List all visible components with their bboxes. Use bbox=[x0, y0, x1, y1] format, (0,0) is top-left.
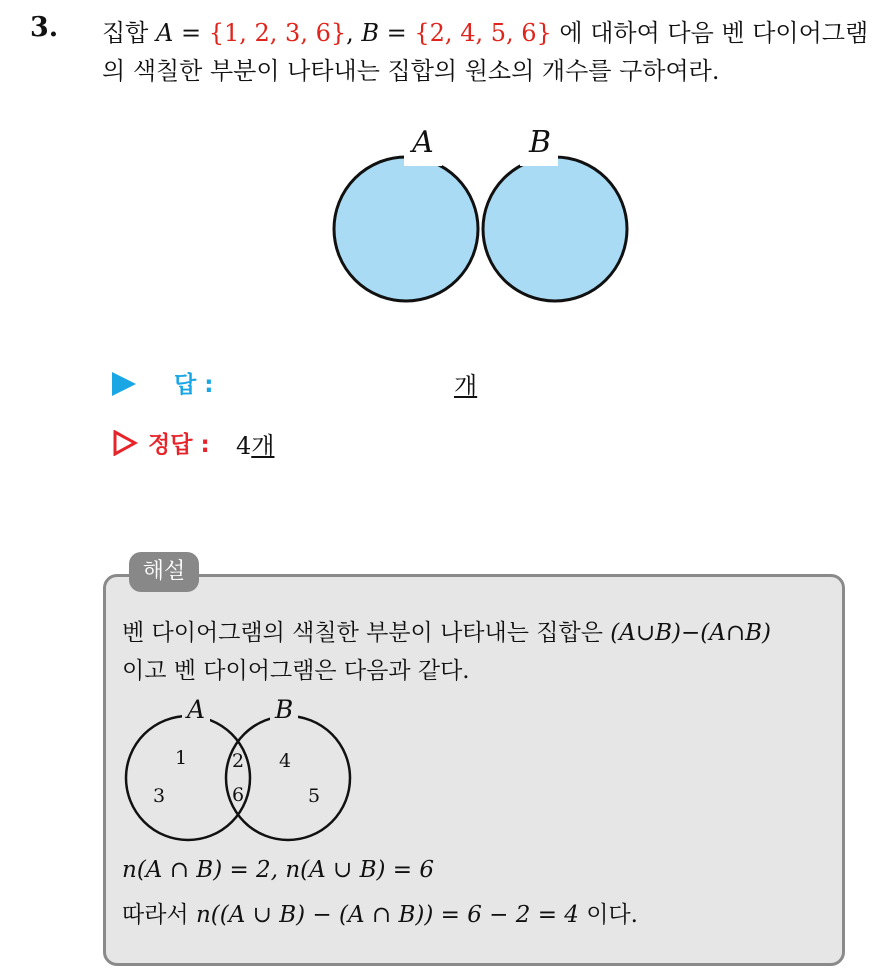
explanation-line-1-math: (A∪B)−(A∩B) bbox=[610, 620, 771, 646]
correct-answer-unit: 개 bbox=[251, 432, 275, 460]
explanation-line-1-text: 벤 다이어그램의 색칠한 부분이 나타내는 집합은 bbox=[122, 620, 611, 646]
explanation-line-1 bbox=[122, 614, 771, 647]
element-only-b: 4 bbox=[278, 750, 292, 772]
exp-label-b: B bbox=[274, 695, 294, 724]
question-text bbox=[102, 14, 872, 90]
question-suffix: 에 대하여 다음 벤 다이어그램의 색칠한 부분이 나타내는 집합의 원소의 개수를 구하여라. bbox=[102, 19, 869, 85]
question-prefix: 집합 bbox=[102, 19, 156, 47]
equals-sign: = bbox=[173, 19, 209, 47]
exp-circle-b bbox=[226, 716, 350, 840]
element-only-a: 1 bbox=[174, 747, 188, 769]
explanation-line-4-text: 따라서 bbox=[122, 902, 196, 928]
element-only-a: 3 bbox=[152, 785, 166, 807]
equals-sign-b: = bbox=[379, 19, 415, 47]
set-b-elements: {2, 4, 5, 6} bbox=[414, 19, 552, 47]
set-b-name: B bbox=[361, 19, 380, 47]
question-number: 3. bbox=[30, 12, 59, 43]
exp-circle-a bbox=[126, 716, 250, 840]
label-b: B bbox=[528, 125, 552, 160]
explanation-tab: 해설 bbox=[129, 552, 199, 592]
explanation-line-4-end: 이다. bbox=[578, 902, 638, 928]
element-only-b: 5 bbox=[307, 785, 321, 807]
set-a-name: A bbox=[156, 19, 174, 47]
venn-diagram-shaded bbox=[330, 112, 632, 324]
correct-answer-label: 정답 : bbox=[148, 432, 210, 458]
element-both: 6 bbox=[231, 784, 245, 806]
set-a-elements: {1, 2, 3, 6} bbox=[208, 19, 347, 47]
explanation-line-2: 이고 벤 다이어그램은 다음과 같다. bbox=[122, 658, 470, 684]
explanation-line-4 bbox=[122, 896, 638, 929]
explanation-line-4-math: n((A ∪ B) − (A ∩ B)) = 6 − 2 = 4 bbox=[195, 902, 579, 928]
outline-triangle-icon bbox=[112, 430, 138, 456]
venn-diagram-elements bbox=[120, 694, 356, 850]
label-a: A bbox=[412, 125, 434, 160]
correct-answer-value: 4 bbox=[236, 432, 252, 460]
answer-unit: 개 bbox=[454, 372, 478, 400]
explanation-line-3: n(A ∩ B) = 2, n(A ∪ B) = 6 bbox=[122, 857, 435, 883]
play-triangle-icon bbox=[112, 372, 136, 396]
answer-label: 답 : bbox=[174, 372, 214, 398]
correct-answer bbox=[236, 426, 274, 461]
element-both: 2 bbox=[231, 750, 245, 772]
exp-label-a: A bbox=[186, 695, 206, 724]
comma-separator: , bbox=[346, 19, 362, 47]
